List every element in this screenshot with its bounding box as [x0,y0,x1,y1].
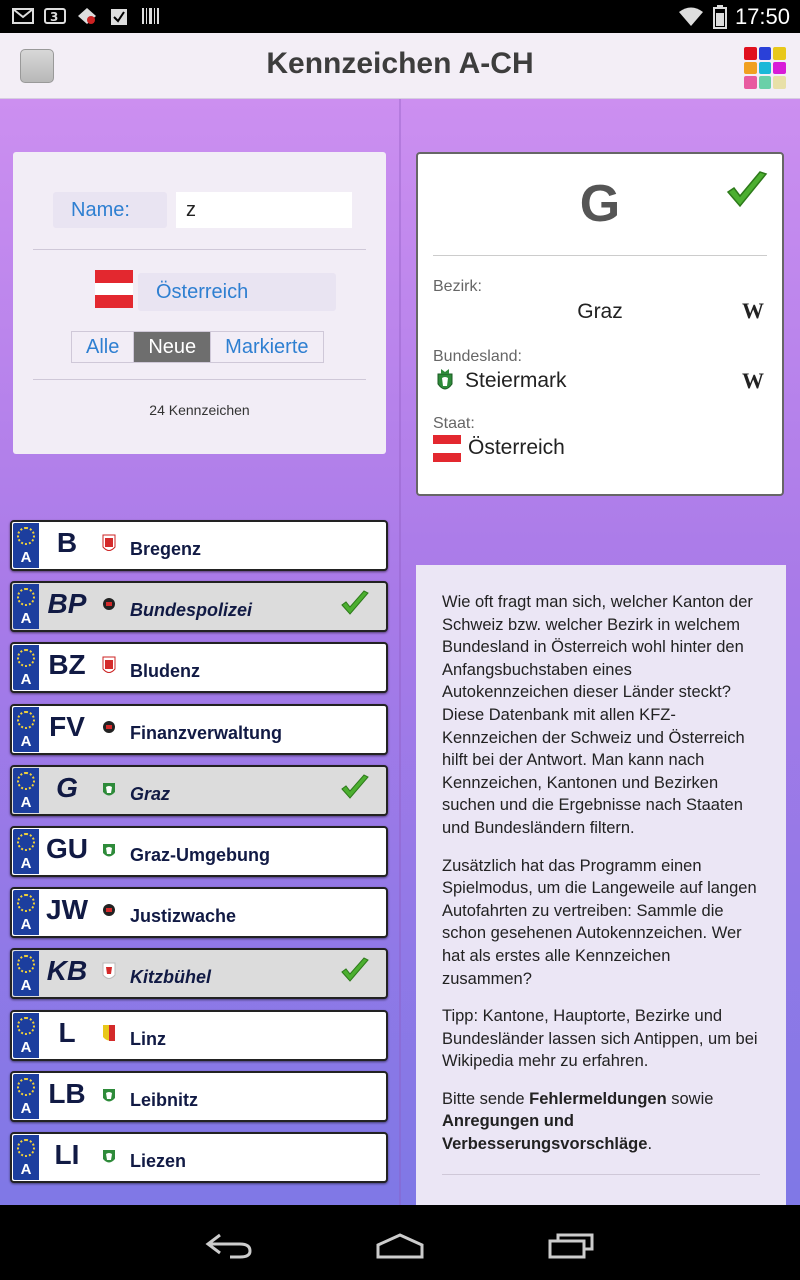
austria-flag-icon [433,435,461,462]
grid-cell [773,76,786,89]
check-icon [340,773,370,803]
antivirus-icon [76,6,98,26]
info-paragraph: Zusätzlich hat das Programm einen Spielmodus, um die Langeweile auf langen Autofahrten zu vertreiben: Sammle die schon gesehenen Autokennzeichen. Wer hat als erstes alle Kennzeichen zusammen? [442,856,757,988]
plate-item-g[interactable] [10,765,388,816]
country-letter: A [20,916,32,934]
eu-stars-icon [17,649,35,667]
pane-divider [399,99,401,1205]
country-select[interactable]: Österreich [138,273,336,311]
plate-name: Kitzbühel [130,967,211,988]
plate-code: KB [46,955,88,987]
feedback-link-errors[interactable]: Fehlermeldungen [529,1089,667,1108]
name-label: Name: [53,192,167,228]
eu-band [13,951,39,996]
feedback-text: sowie [666,1089,714,1108]
plate-item-fv[interactable] [10,704,388,755]
feedback-text: . [647,1135,653,1154]
eu-stars-icon [17,588,35,606]
country-letter: A [20,793,32,811]
eu-band [13,645,39,690]
country-letter: A [20,1099,32,1117]
barcode-icon [140,6,162,26]
home-icon[interactable] [370,1227,430,1261]
eu-band [13,707,39,752]
vorarlberg-crest-icon [102,534,116,554]
plate-item-gu[interactable] [10,826,388,877]
plate-code: BP [47,588,87,620]
eu-stars-icon [17,527,35,545]
grid-cell [759,47,772,60]
check-icon [340,589,370,619]
plate-code: LB [48,1077,86,1109]
eu-stars-icon [17,711,35,729]
divider [442,1174,760,1175]
eu-stars-icon [17,1139,35,1157]
eu-stars-icon [17,772,35,790]
back-icon[interactable] [200,1227,260,1261]
plate-code: BZ [48,649,86,681]
wikipedia-bundesland-icon[interactable]: W [742,368,764,393]
bezirk-value[interactable]: Graz [577,300,623,323]
plate-name: Bundespolizei [130,600,253,621]
wikipedia-bezirk-icon[interactable]: W [742,298,764,323]
plate-item-li[interactable] [10,1132,388,1183]
plate-code: GU [46,832,88,864]
grid-cell [744,62,757,75]
grid-cell [759,62,772,75]
plate-code: G [56,771,78,803]
grid-cell [759,76,772,89]
grid-cell [744,76,757,89]
segment-neue[interactable]: Neue [134,332,211,362]
plate-name: Bludenz [130,661,200,682]
plate-code: JW [46,894,88,926]
eu-stars-icon [17,955,35,973]
plate-item-b[interactable] [10,520,388,571]
plate-name: Liezen [130,1150,187,1171]
plate-name: Justizwache [130,906,237,927]
notification-icons [12,6,162,26]
country-letter: A [20,854,32,872]
result-count: 24 Kennzeichen [149,402,250,418]
plate-item-bz[interactable] [10,642,388,693]
country-letter: A [20,671,32,689]
grid-cell [773,47,786,60]
plate-code: FV [49,710,85,742]
divider [433,255,767,256]
filter-panel [13,152,386,454]
info-paragraph: Wie oft fragt man sich, welcher Kanton der Schweiz bzw. welcher Bezirk in welchem Bundesland in Österreich wohl hinter den Anfangsbuchstaben eines Autokennzeichen dieser Länder steckt? Diese Datenbank mit allen KFZ-Kennzeichen der Schweiz und Österreich hilft bei der Antwort. Man kann nach Kennzeichen, Kantonen und Bezirken suchen und die Ergebnisse nach Staaten und Bundesländern filtern. [442,593,753,837]
clipboard-icon [108,6,130,26]
plate-item-lb[interactable] [10,1071,388,1122]
plate-name: Graz-Umgebung [130,844,271,865]
eu-band [13,1074,39,1119]
detail-code: G [579,175,621,233]
eu-band [13,523,39,568]
app-3-icon [44,6,66,26]
steiermark-crest-icon [102,779,116,799]
feedback-text: Bitte sende [442,1089,530,1108]
plate-code: L [58,1016,76,1048]
navigation-bar [0,1205,800,1280]
austria-eagle-icon [102,901,116,921]
bundesland-label: Bundesland: [433,348,522,365]
steiermark-crest-icon [437,368,453,394]
plate-name: Leibnitz [130,1089,198,1110]
eu-stars-icon [17,894,35,912]
country-letter: A [20,732,32,750]
country-letter: A [20,1160,32,1178]
segment-markierte[interactable]: Markierte [211,332,322,362]
austria-eagle-icon [102,595,116,615]
grid-cell [773,62,786,75]
plate-name: Linz [130,1028,166,1049]
staat-label: Staat: [433,415,475,432]
eu-stars-icon [17,1017,35,1035]
check-icon [340,956,370,986]
svg-text:3: 3 [50,10,59,24]
steiermark-crest-icon [102,1146,116,1166]
action-bar [0,33,800,99]
page-title: Kennzeichen A-CH [266,47,534,80]
segment-alle[interactable]: Alle [72,332,134,362]
staat-value[interactable]: Österreich [468,436,565,459]
feedback-paragraph [442,1088,760,1156]
bezirk-label: Bezirk: [433,278,482,295]
status-bar [0,0,800,33]
divider [33,379,366,380]
eu-stars-icon [17,833,35,851]
detail-panel [416,152,784,496]
eu-band [13,584,39,629]
steiermark-crest-icon [102,1085,116,1105]
system-icons [677,4,790,30]
check-icon[interactable] [724,168,770,214]
country-letter: A [20,1038,32,1056]
country-letter: A [20,977,32,995]
info-panel [416,565,786,1205]
recent-apps-icon[interactable] [540,1227,600,1261]
clock: 17:50 [734,4,790,29]
plate-code: LI [54,1138,80,1170]
vorarlberg-crest-icon [102,656,116,676]
plate-name: Graz [130,783,171,804]
eu-band [13,829,39,874]
plate-item-bp[interactable] [10,581,388,632]
austria-flag-icon[interactable] [95,270,133,308]
plate-name: Finanzverwaltung [130,722,283,743]
filter-segmented-control [71,331,324,363]
bundesland-value[interactable]: Steiermark [465,369,567,392]
plate-code: B [56,527,78,558]
battery-icon [713,5,727,29]
eu-stars-icon [17,1078,35,1096]
feedback-link-suggestions[interactable]: Anregungen und Verbesserungsvorschläge [442,1112,648,1154]
plate-item-l[interactable] [10,1010,388,1061]
plate-item-jw[interactable] [10,887,388,938]
oberoesterreich-crest-icon [102,1024,116,1044]
info-paragraph: Tipp: Kantone, Hauptorte, Bezirke und Bundesländer lassen sich Antippen, um bei Wikipedia mehr zu erfahren. [442,1007,758,1071]
eu-band [13,1135,39,1180]
divider [33,249,366,250]
plate-item-kb[interactable] [10,948,388,999]
tirol-crest-icon [102,962,116,982]
grid-cell [744,47,757,60]
plate-list [10,520,390,1193]
plate-name: Bregenz [130,539,202,559]
country-letter: A [20,610,32,628]
eu-band [13,890,39,935]
steiermark-crest-icon [102,840,116,860]
country-letter: A [20,549,32,566]
eu-band [13,1013,39,1058]
austria-eagle-icon [102,718,116,738]
color-grid-menu-button[interactable] [744,47,786,89]
gmail-icon [12,6,34,26]
main-content [0,99,800,1205]
name-search-input[interactable] [176,192,352,228]
eu-band [13,768,39,813]
wifi-icon [677,6,705,28]
